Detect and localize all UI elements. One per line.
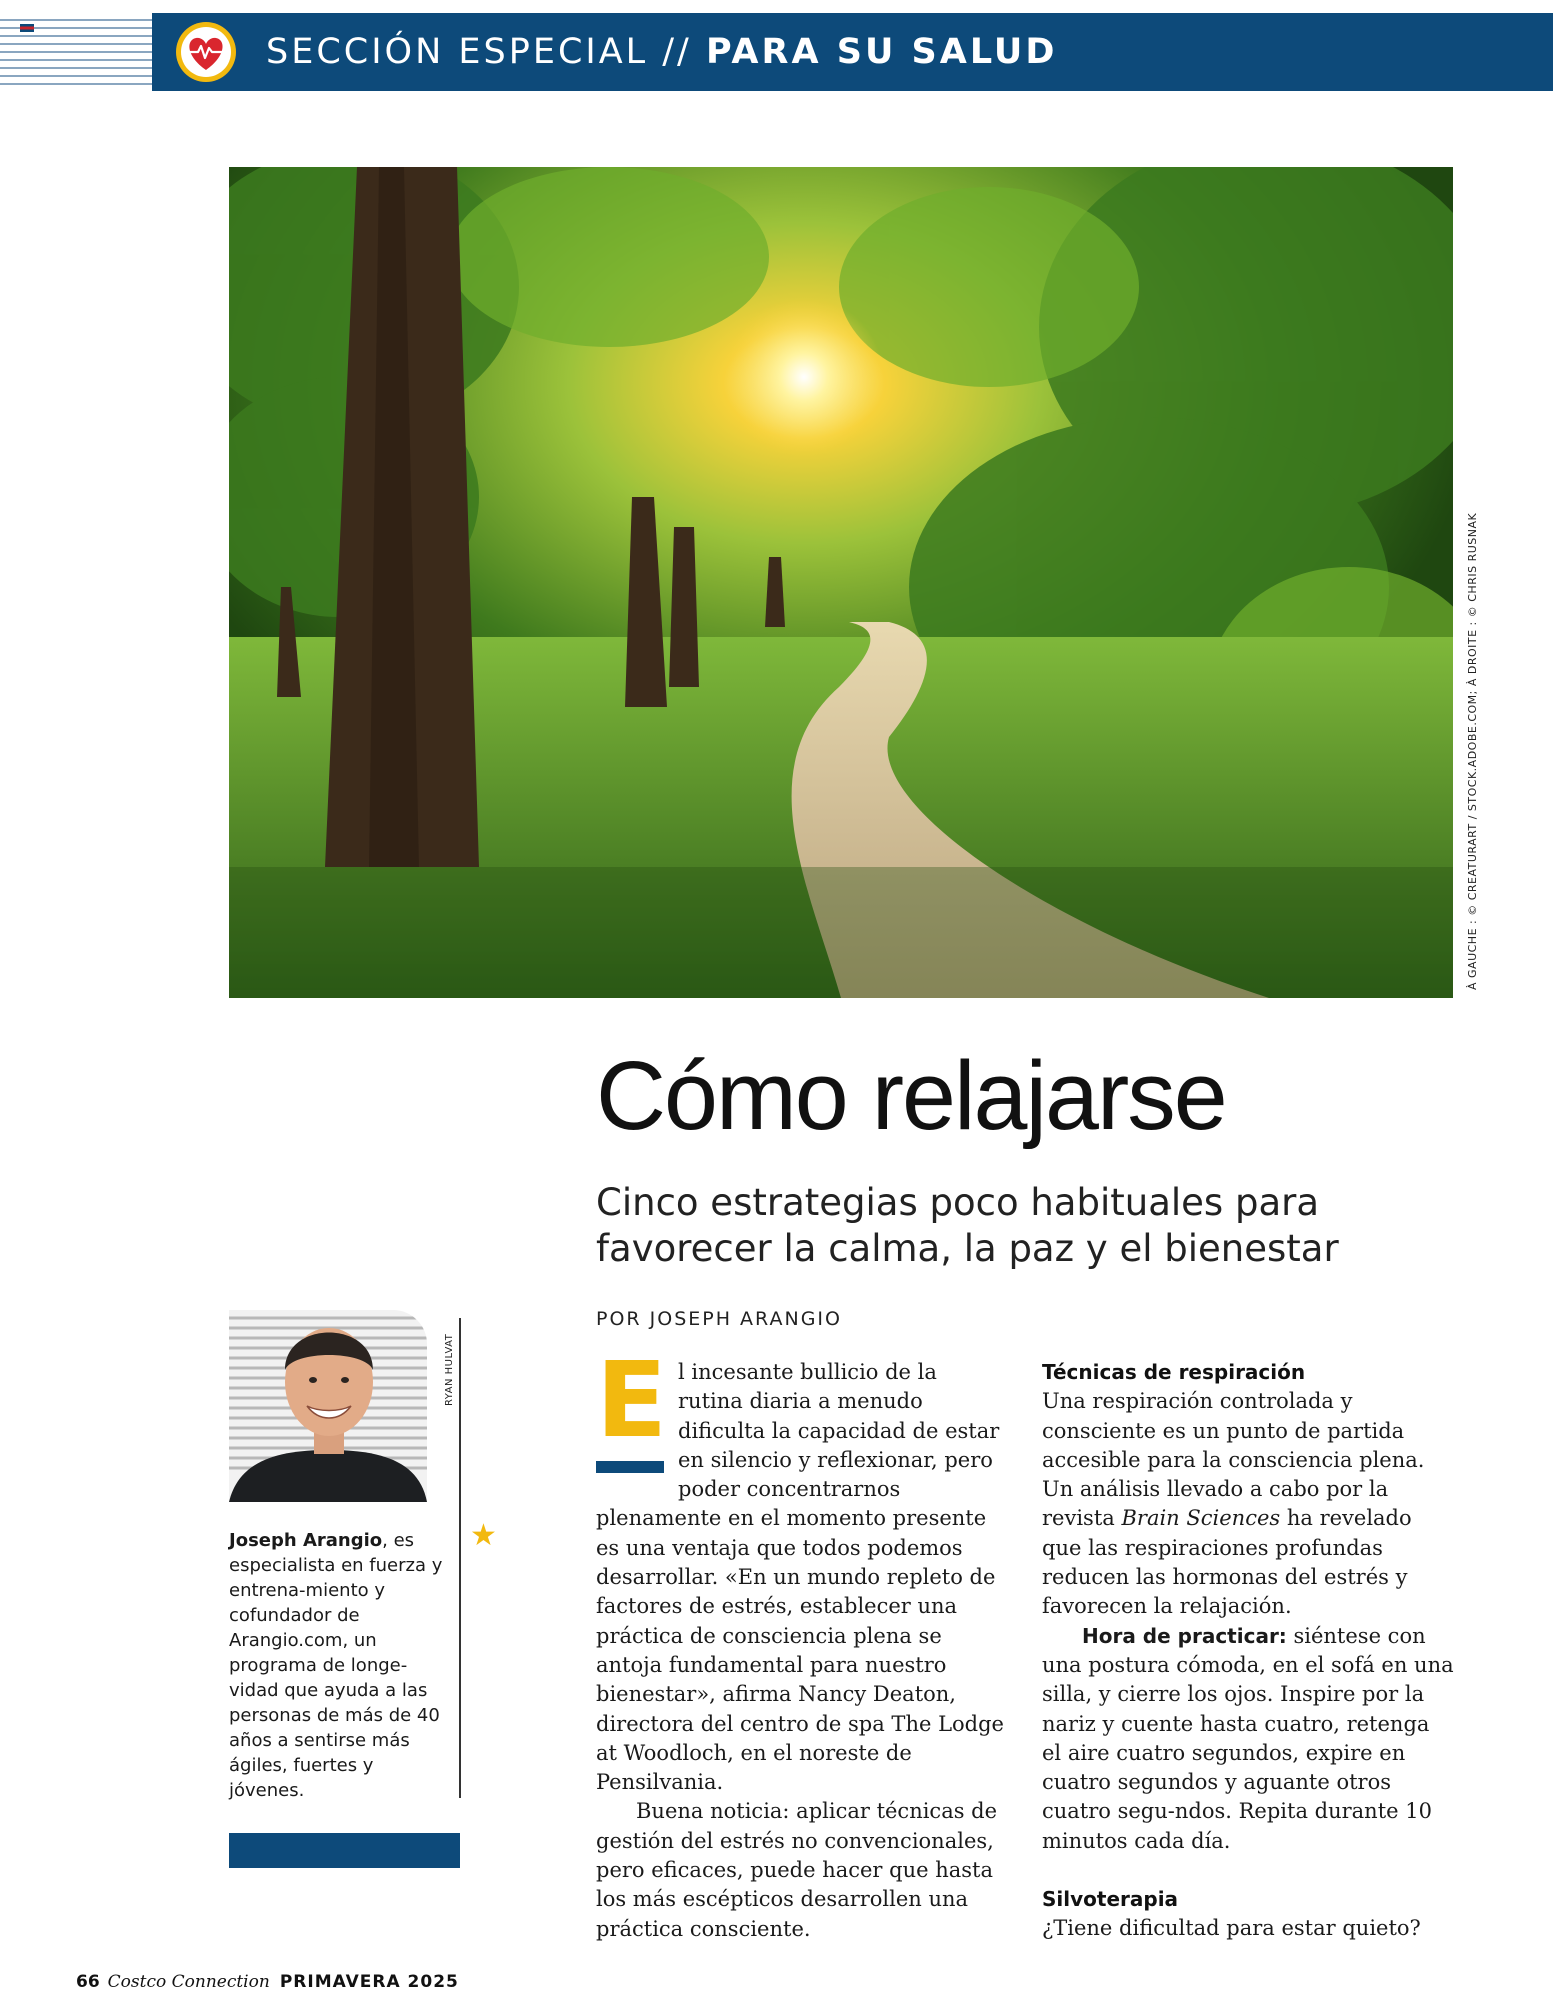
article-subtitle: Cinco estrategias poco habituales para favorecer la calma, la paz y el bienestar: [596, 1181, 1339, 1270]
practice-label: Hora de practicar:: [1082, 1623, 1287, 1648]
author-bio-text: , es especialista en fuerza y entrena-miento y cofundador de Arangio.com, un programa de longe-vidad que ayuda a las personas de más de 40 años a sentirse más ágiles, fuertes y jóvenes.: [229, 1530, 443, 1801]
article-title: Cómo relajarse: [596, 1041, 1226, 1150]
practice-text: siéntese con una postura cómoda, en el sofá en una silla, y cierre los ojos. Inspire por la nariz y cuente hasta cuatro, retenga el aire cuatro segundos, expire en cuatro segundos y aguante otros cuatro segu-ndos. Repita durante 10 minutos cada día.: [1042, 1623, 1454, 1853]
heart-pulse-icon: [174, 20, 238, 84]
journal-name: Brain Sciences: [1121, 1506, 1281, 1531]
section-label: SECCIÓN ESPECIAL //: [266, 32, 706, 72]
dropcap-bar: [596, 1461, 664, 1473]
section-title: [266, 13, 1057, 91]
paragraph-intro: l incesante bullicio de la rutina diaria a menudo dificulta la capacidad de estar en silencio y reflexionar, pero poder concentrarnos plenamente en el momento presente es una ventaja que todos podemos desarrollar. «En un mundo repleto de factores de estrés, establecer una práctica de consciencia plena se antoja fundamental para nuestro bienestar», afirma Nancy Deaton, directora del centro de spa The Lodge at Woodloch, en el noreste de Pensilvania.: [596, 1360, 1004, 1795]
paragraph-breathing: [1042, 1387, 1454, 1621]
paragraph-practice: [1042, 1622, 1454, 1856]
section-title-bold: PARA SU SALUD: [705, 32, 1058, 72]
body-column-1: [596, 1339, 1006, 1944]
issue-label: PRIMAVERA 2025: [279, 1972, 459, 1992]
dropcap: E: [596, 1339, 668, 1461]
paragraph-forest-therapy: ¿Tiene dificultad para estar quieto?: [1042, 1916, 1421, 1941]
author-name: Joseph Arangio: [229, 1530, 383, 1551]
magazine-name: Costco Connection: [107, 1972, 270, 1992]
paragraph-breathing-b: ha revelado que las respiraciones profundas reducen las hormonas del estrés y favorecen la relajación.: [1042, 1506, 1412, 1619]
photo-credit: À GAUCHE : © CREATURART / STOCK.ADOBE.COM; À DROITE : © CHRIS RUSNAK: [1466, 512, 1479, 990]
subhead-breathing: Técnicas de respiración: [1042, 1360, 1306, 1384]
sidebar-divider: [459, 1318, 461, 1798]
page-footer: [76, 1972, 459, 1992]
author-photo-credit: RYAN HULVAT: [444, 1333, 455, 1406]
sidebar-accent-bar: [229, 1833, 460, 1868]
author-bio: [229, 1528, 449, 1803]
flag-icon: [20, 24, 34, 32]
paragraph-good-news: Buena noticia: aplicar técnicas de gestión del estrés no convencionales, pero eficaces, puede hacer que hasta los más escépticos desarrollen una práctica consciente.: [596, 1799, 998, 1941]
subhead-forest-therapy: Silvoterapia: [1042, 1887, 1179, 1912]
dropcap-block: [596, 1339, 668, 1482]
page-number: 66: [76, 1972, 100, 1992]
byline: POR JOSEPH ARANGIO: [596, 1308, 842, 1330]
hero-forest-photo: [229, 167, 1453, 998]
star-icon: ★: [470, 1518, 497, 1553]
body-column-2: [1042, 1358, 1454, 1944]
paragraph-breathing-a: Una respiración controlada y consciente es un punto de partida accesible para la consciencia plena. Un análisis llevado a cabo por la revista: [1042, 1389, 1425, 1531]
section-gap: [1042, 1856, 1454, 1885]
author-photo: [229, 1310, 427, 1502]
